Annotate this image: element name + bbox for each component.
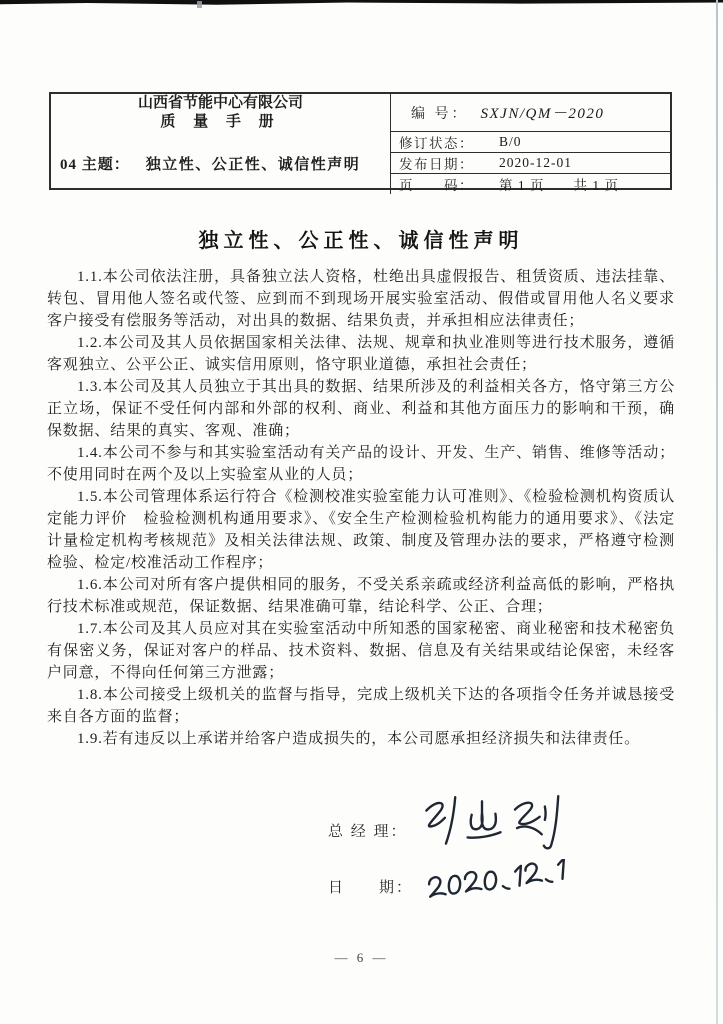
document-title: 独立性、公正性、诚信性声明 xyxy=(198,230,524,252)
doc-number-label: 编 号： xyxy=(411,106,469,122)
declaration-paragraph-4: 1.4.本公司不参与和其实验室活动有关产品的设计、开发、生产、销售、维修等活动；不使用同时在两个及以上实验室从业的人员； xyxy=(47,445,675,483)
general-manager-label: 总 经 理： xyxy=(328,823,408,840)
declaration-paragraph-3: 1.3.本公司及其人员独立于其出具的数据、结果所涉及的利益相关各方，恪守第三方公正立场，保证不受任何内部和外部的权利、商业、利益和其他方面压力的影响和干预，确保数据、结果的真实、客观、准确； xyxy=(47,379,675,439)
manual-title: 质 量 手 册 xyxy=(160,114,281,130)
date-label: 日 期： xyxy=(328,879,414,896)
issue-date-label: 发布日期： xyxy=(399,157,474,172)
declaration-paragraph-8: 1.8.本公司接受上级机关的监督与指导，完成上级机关下达的各项指令任务并诚恳接受来自各方面的监督； xyxy=(47,687,675,725)
manager-signature-handwriting xyxy=(414,794,584,854)
declaration-paragraph-6: 1.6.本公司对所有客户提供相同的服务，不受关系亲疏或经济利益高低的影响，严格执行技术标准或规范，保证数据、结果准确可靠，结论科学、公正、合理； xyxy=(47,577,675,615)
declaration-paragraph-1: 1.1.本公司依法注册，具备独立法人资格，杜绝出具虚假报告、租赁资质、违法挂靠、转包、冒用他人签名或代签、应到而不到现场开展实验室活动、假借或冒用他人名义要求客户接受有偿服务等活动，对出具的数据、结果负责，并承担相应法律责任； xyxy=(47,269,675,329)
date-signature-row xyxy=(328,862,648,910)
declaration-paragraph-7: 1.7.本公司及其人员应对其在实验室活动中所知悉的国家秘密、商业秘密和技术秘密负有保密义务，保证对客户的样品、技术资料、数据、信息及有关结果或结论保密，未经客户同意，不得向任何第三方泄露； xyxy=(47,621,675,681)
page-number-row xyxy=(391,174,670,194)
declaration-body xyxy=(47,224,675,750)
scan-edge-artifact-top xyxy=(0,0,723,5)
company-name: 山西省节能中心有限公司 xyxy=(137,94,303,111)
doc-number-cell xyxy=(391,94,670,132)
doc-number-value: SXJN/QM－2020 xyxy=(480,106,605,122)
page-number-value: 第 1 页 共 1 页 xyxy=(499,178,619,193)
page-number-label: 页 码： xyxy=(399,178,474,193)
document-header-table xyxy=(49,92,672,193)
general-manager-signature-row xyxy=(328,800,648,860)
scan-edge-artifact-right xyxy=(716,0,718,1024)
declaration-paragraph-5: 1.5.本公司管理体系运行符合《检测校准实验室能力认可准则》、《检验检测机构资质认定能力评价 检验检测机构通用要求》、《安全生产检测检验机构能力的通用要求》、《法定计量检定机构考核规范》及相关法律法规、政策、制度及管理办法的要求，严格遵守检测检验、检定/校准活动工作程序； xyxy=(47,489,675,571)
company-title-cell xyxy=(51,94,391,132)
revision-status-label: 修订状态： xyxy=(399,136,474,151)
scan-speck xyxy=(197,1,202,8)
declaration-paragraph-2: 1.2.本公司及其人员依据国家相关法律、法规、规章和执业准则等进行技术服务，遵循客观独立、公平公正、诚实信用原则，恪守职业道德，承担社会责任； xyxy=(47,335,675,373)
revision-status-row xyxy=(391,132,670,153)
issue-date-row xyxy=(391,153,670,174)
revision-status-value: B/0 xyxy=(499,134,522,149)
issue-date-value: 2020-12-01 xyxy=(499,155,572,170)
footer-page-number: — 6 — xyxy=(334,950,389,965)
date-handwriting xyxy=(425,859,580,903)
signature-block xyxy=(328,800,648,910)
subject-value: 独立性、公正性、诚信性声明 xyxy=(145,156,361,173)
subject-cell xyxy=(51,132,391,194)
subject-label: 04 主题： xyxy=(60,156,130,173)
declaration-paragraph-9: 1.9.若有违反以上承诺并给客户造成损失的，本公司愿承担经济损失和法律责任。 xyxy=(77,731,640,747)
